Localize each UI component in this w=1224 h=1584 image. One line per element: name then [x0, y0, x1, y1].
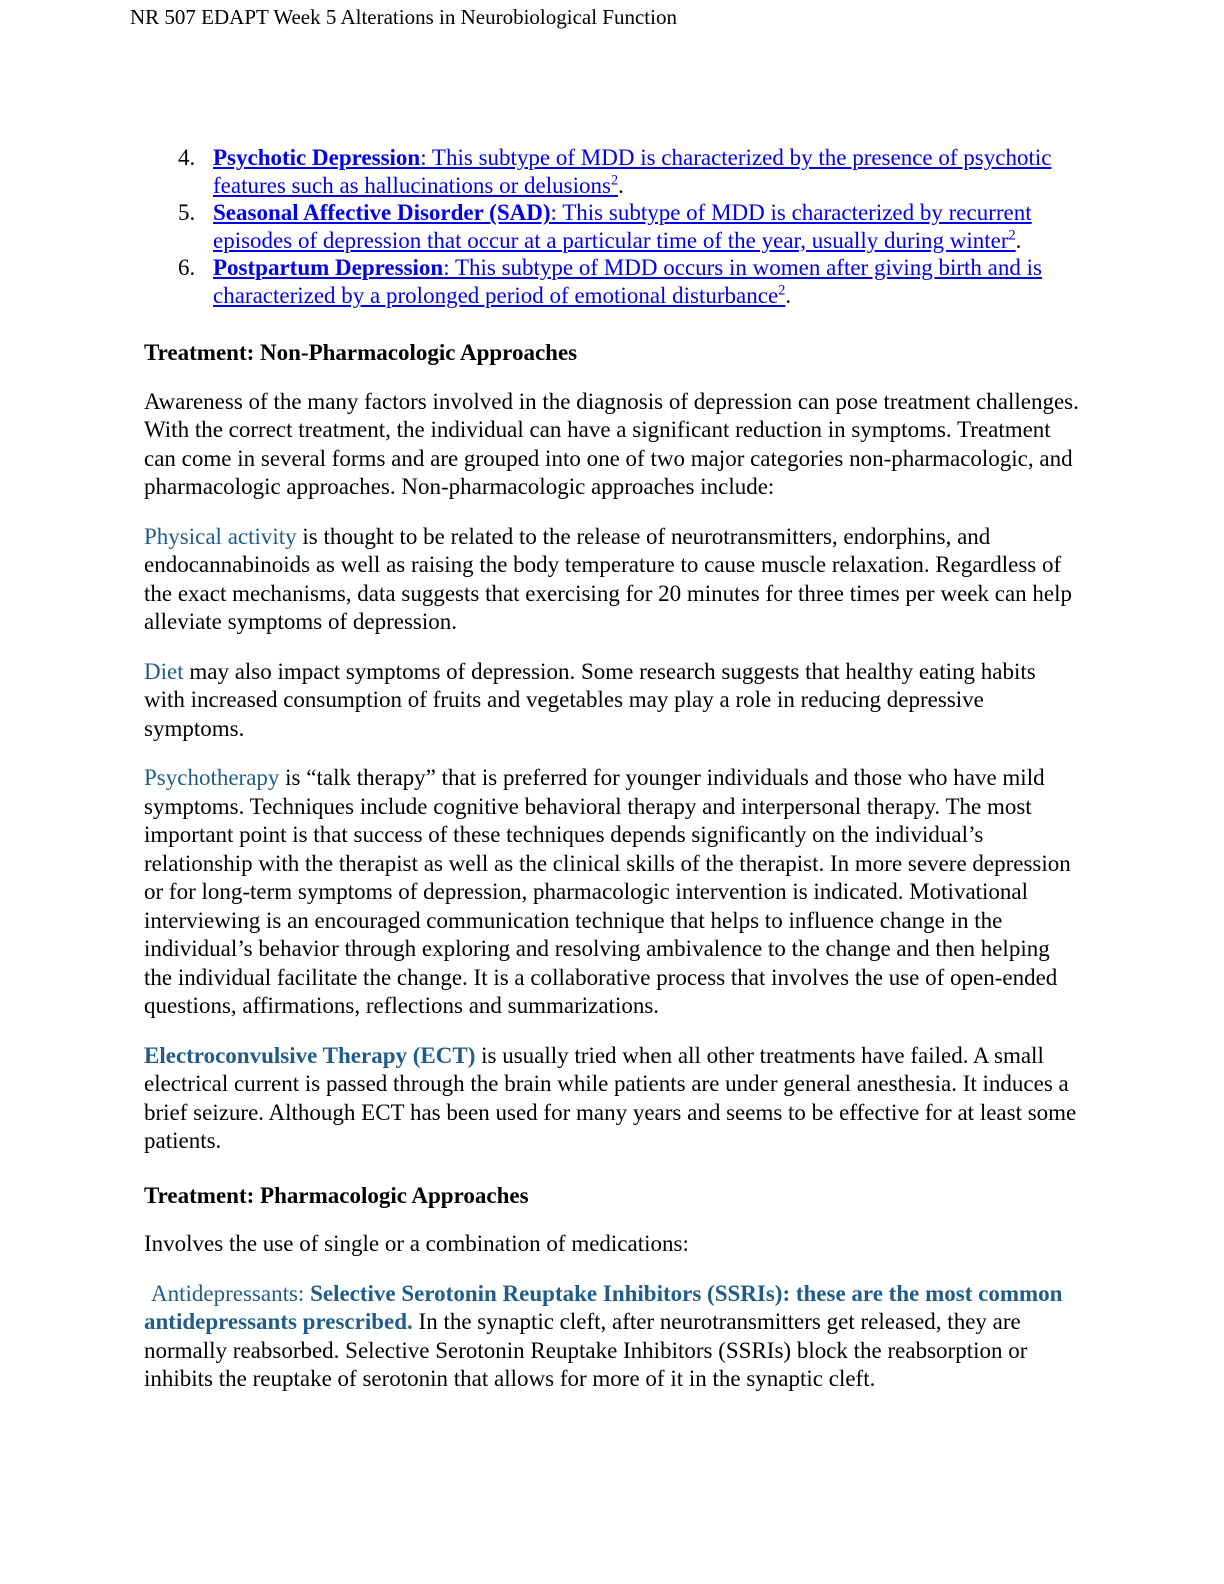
paragraph-text: is thought to be related to the release of neurotransmitters, endorphins, and endocannabinoids as well as raising the body temperature to cause muscle relaxation. Regardless of the exact mechanisms, data suggests that exercising for 20 minutes for three times per week can help alleviate symptoms of depression. — [144, 523, 1072, 634]
list-item-text — [213, 200, 1032, 253]
paragraph-text: is “talk therapy” that is preferred for younger individuals and those who have mild symptoms. Techniques include cognitive behavioral therapy and interpersonal therapy. The most important point is that success of these techniques depends significantly on the individual’s relationship with the therapist as well as the clinical skills of the therapist. In more severe depression or for long-term symptoms of depression, pharmacologic intervention is indicated. Motivational interviewing is an encouraged communication technique that helps to influence change in the individual’s behavior through exploring and resolving ambivalence to the change and then helping the individual facilitate the change. It is a collaborative process that involves the use of open-ended questions, affirmations, reflections and summarizations. — [144, 765, 1071, 1018]
reference-superscript: 2 — [778, 281, 786, 298]
list-item-number: 5. — [178, 200, 196, 225]
mdd-subtypes-list — [144, 144, 1081, 309]
list-item — [144, 254, 1081, 309]
list-item — [144, 144, 1081, 199]
sentence-period: . — [785, 282, 792, 308]
paragraph-text: may also impact symptoms of depression. Some research suggests that healthy eating habits with increased consumption of fruits and vegetables may play a role in reducing depressive symptoms. — [144, 658, 1036, 741]
term-diet: Diet — [144, 658, 184, 684]
term-ssri-bold: Selective Serotonin Reuptake Inhibitors (SSRIs): these are the most common antidepressants prescribed. — [144, 1280, 1063, 1334]
list-item-number: 6. — [178, 255, 196, 280]
subtype-description: : This subtype of MDD is characterized by recurrent episodes of depression that occur at a particular time of the year, usually during winter — [213, 200, 1032, 253]
term-psychotherapy: Psychotherapy — [144, 765, 280, 790]
paragraph-psychotherapy — [144, 764, 1081, 1021]
list-item — [144, 199, 1081, 254]
list-item-text — [213, 255, 1042, 308]
paragraph-ect — [144, 1042, 1081, 1156]
subtype-description: : This subtype of MDD is characterized by the presence of psychotic features such as hallucinations or delusions — [213, 145, 1052, 198]
sentence-period: . — [618, 172, 624, 198]
document-header: NR 507 EDAPT Week 5 Alterations in Neurobiological Function — [130, 5, 677, 29]
list-item-number: 4. — [178, 145, 196, 170]
subtype-title: Postpartum Depression — [213, 255, 444, 280]
paragraph-involves-medications: Involves the use of single or a combination of medications: — [144, 1231, 689, 1256]
seasonal-affective-disorder-link[interactable] — [213, 200, 1032, 253]
paragraph-diet — [144, 658, 1081, 744]
subtype-title: Psychotic Depression — [213, 145, 421, 170]
term-physical-activity: Physical activity — [144, 523, 297, 549]
paragraph-text: In the synaptic cleft, after neurotransmitters get released, they are normally reabsorbed. Selective Serotonin Reuptake Inhibitors (SSRIs) block the reabsorption or inhibits the reuptake of serotonin that allows for more of it in the synaptic cleft. — [144, 1309, 1028, 1391]
term-antidepressants: Antidepressants: — [151, 1280, 311, 1306]
postpartum-depression-link[interactable] — [213, 255, 1042, 308]
paragraph-text: is usually tried when all other treatments have failed. A small electrical current is passed through the brain while patients are under general anesthesia. It induces a brief seizure. Although ECT has been used for many years and seems to be effective for at least some patients. — [144, 1042, 1077, 1153]
list-item-text — [213, 145, 1051, 198]
paragraph-awareness-intro: Awareness of the many factors involved in the diagnosis of depression can pose treatment challenges. With the correct treatment, the individual can have a significant reduction in symptoms. Treatment can come in several forms and are grouped into one of two major categories non-pharmacologic, and pharmacologic approaches. Non-pharmacologic approaches include: — [144, 388, 1079, 499]
reference-superscript: 2 — [1008, 226, 1016, 243]
paragraph-physical-activity — [144, 523, 1081, 637]
reference-superscript: 2 — [610, 171, 619, 188]
section-heading-non-pharmacologic: Treatment: Non-Pharmacologic Approaches — [144, 340, 578, 365]
document-body — [144, 144, 1081, 1415]
term-electroconvulsive-therapy: Electroconvulsive Therapy (ECT) — [144, 1042, 476, 1068]
section-heading-pharmacologic: Treatment: Pharmacologic Approaches — [144, 1182, 529, 1208]
sentence-period: . — [1015, 227, 1022, 253]
paragraph-ssri — [144, 1280, 1081, 1394]
subtype-description: : This subtype of MDD occurs in women after giving birth and is characterized by a prolonged period of emotional disturbance — [213, 255, 1042, 308]
subtype-title: Seasonal Affective Disorder (SAD) — [213, 200, 551, 225]
psychotic-depression-link[interactable] — [213, 145, 1051, 198]
